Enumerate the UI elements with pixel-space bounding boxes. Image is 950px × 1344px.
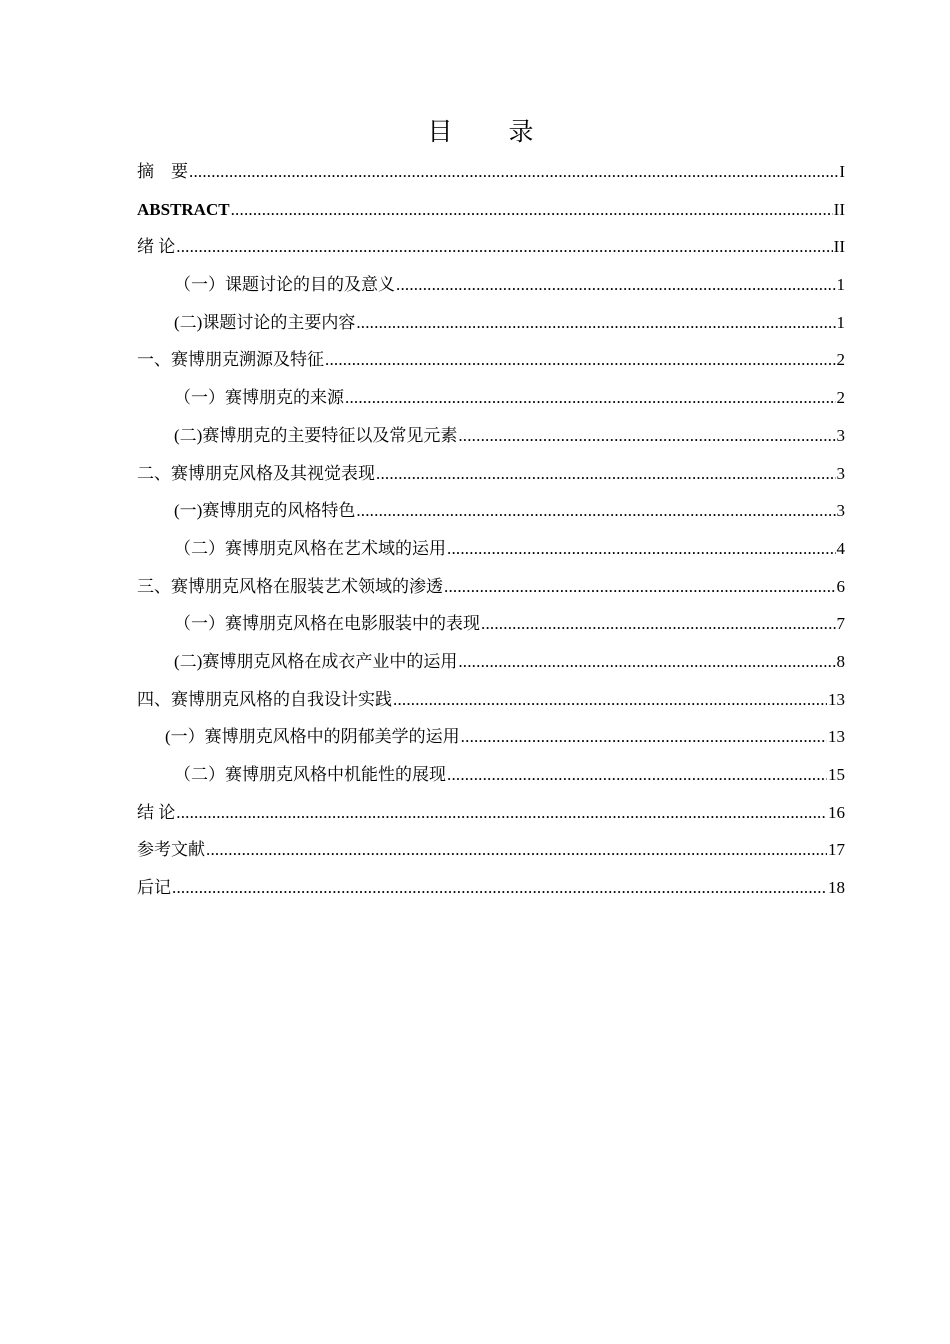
toc-dot-leader xyxy=(231,191,833,229)
toc-entry-page: 3 xyxy=(836,501,845,521)
toc-entry-page: 4 xyxy=(836,538,845,558)
toc-entry-chapter-3-2[interactable] xyxy=(137,643,845,681)
toc-entry-page: 1 xyxy=(836,275,845,295)
toc-dot-leader xyxy=(444,568,836,606)
toc-entry-label: (一)赛博朋克的风格特色 xyxy=(174,501,356,521)
toc-entry-chapter-1-1[interactable] xyxy=(137,379,845,417)
toc-entry-label: （二）赛博朋克风格中机能性的展现 xyxy=(174,765,446,784)
toc-entry-label: (二)赛博朋克的主要特征以及常见元素 xyxy=(174,425,458,445)
toc-dot-leader xyxy=(325,341,836,379)
toc-entry-label: 二、赛博朋克风格及其视觉表现 xyxy=(137,463,375,483)
toc-entry-chapter-4-2[interactable] xyxy=(137,756,845,794)
toc-entry-chapter-2-2[interactable] xyxy=(137,530,845,568)
toc-entry-label: （一）课题讨论的目的及意义 xyxy=(174,275,395,295)
toc-dot-leader xyxy=(458,643,835,681)
toc-dot-leader xyxy=(376,455,836,493)
toc-entry-chapter-4-1[interactable] xyxy=(137,718,845,756)
toc-dot-leader xyxy=(396,266,836,304)
toc-entry-intro-1[interactable] xyxy=(137,266,845,304)
toc-entry-label: 四、赛博朋克风格的自我设计实践 xyxy=(137,689,392,709)
toc-entry-page: 2 xyxy=(836,350,845,370)
toc-entry-label: 参考文献 xyxy=(137,840,205,860)
toc-entry-page: 13 xyxy=(828,689,845,709)
toc-entry-page: 1 xyxy=(836,312,845,332)
toc-list xyxy=(137,153,845,907)
toc-entry-introduction[interactable] xyxy=(137,228,845,266)
toc-entry-label: （二）赛博朋克风格在艺术域的运用 xyxy=(174,538,446,558)
toc-entry-label: (二)赛博朋克风格在成衣产业中的运用 xyxy=(174,651,458,671)
toc-entry-chapter-1[interactable] xyxy=(137,341,845,379)
toc-entry-chapter-3[interactable] xyxy=(137,568,845,606)
toc-dot-leader xyxy=(481,605,836,643)
toc-entry-page: I xyxy=(839,162,845,181)
toc-entry-label: 摘 要 xyxy=(137,162,188,181)
toc-entry-label: （一）赛博朋克风格在电影服装中的表现 xyxy=(174,614,480,634)
toc-dot-leader xyxy=(356,492,835,530)
toc-title: 目 录 xyxy=(427,117,558,146)
toc-entry-label: (一）赛博朋克风格中的阴郁美学的运用 xyxy=(165,727,460,747)
toc-entry-page: 16 xyxy=(828,802,845,822)
toc-entry-postscript[interactable] xyxy=(137,869,845,907)
toc-dot-leader xyxy=(172,869,827,907)
toc-entry-label: 三、赛博朋克风格在服装艺术领域的渗透 xyxy=(137,576,443,596)
toc-entry-chapter-2[interactable] xyxy=(137,455,845,493)
toc-entry-label: 一、赛博朋克溯源及特征 xyxy=(137,350,324,370)
toc-dot-leader xyxy=(345,379,836,417)
toc-entry-chapter-2-1[interactable] xyxy=(137,492,845,530)
toc-dot-leader xyxy=(176,228,832,266)
toc-dot-leader xyxy=(447,756,827,794)
toc-entry-page: 6 xyxy=(836,576,845,596)
toc-dot-leader xyxy=(176,794,827,832)
toc-entry-page: 3 xyxy=(836,425,845,445)
toc-entry-abstract-cn[interactable] xyxy=(137,153,845,191)
toc-dot-leader xyxy=(447,530,836,568)
toc-dot-leader xyxy=(458,417,835,455)
toc-entry-page: 7 xyxy=(836,614,845,634)
toc-entry-page: 8 xyxy=(836,651,845,671)
toc-entry-label: 后记 xyxy=(137,878,171,898)
toc-entry-abstract-en[interactable] xyxy=(137,191,845,229)
toc-entry-page: 3 xyxy=(836,463,845,483)
toc-entry-label: ABSTRACT xyxy=(137,199,230,219)
toc-entry-page: II xyxy=(833,237,845,257)
toc-entry-page: 17 xyxy=(828,840,845,860)
toc-entry-chapter-4[interactable] xyxy=(137,681,845,719)
toc-entry-page: 13 xyxy=(828,727,845,747)
toc-entry-chapter-1-2[interactable] xyxy=(137,417,845,455)
toc-dot-leader xyxy=(206,831,827,869)
toc-dot-leader xyxy=(393,681,827,719)
toc-entry-page: 15 xyxy=(828,765,845,784)
toc-entry-page: 18 xyxy=(828,878,845,898)
toc-entry-page: II xyxy=(833,199,845,219)
toc-entry-conclusion[interactable] xyxy=(137,794,845,832)
toc-dot-leader xyxy=(461,718,827,756)
toc-entry-chapter-3-1[interactable] xyxy=(137,605,845,643)
toc-entry-page: 2 xyxy=(836,388,845,408)
toc-entry-label: 绪 论 xyxy=(137,237,176,257)
toc-entry-label: （一）赛博朋克的来源 xyxy=(174,388,344,408)
toc-dot-leader xyxy=(189,153,838,191)
toc-entry-references[interactable] xyxy=(137,831,845,869)
toc-entry-label: 结 论 xyxy=(137,802,176,822)
toc-dot-leader xyxy=(356,304,835,342)
toc-entry-label: (二)课题讨论的主要内容 xyxy=(174,312,356,332)
toc-entry-intro-2[interactable] xyxy=(137,304,845,342)
